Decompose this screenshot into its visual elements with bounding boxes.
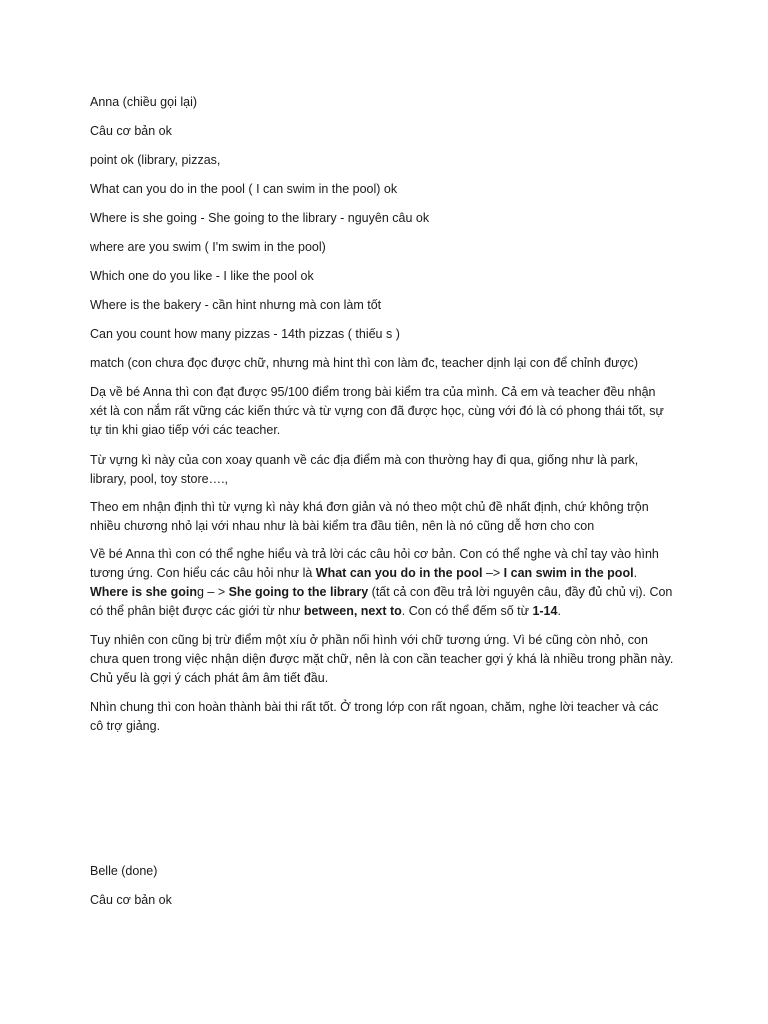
anna-line-count-question: Can you count how many pizzas - 14th pizzas ( thiếu s ) — [90, 327, 400, 341]
anna-line-which-question: Which one do you like - I like the pool ok — [90, 269, 314, 283]
listening-arrow: –> — [482, 566, 504, 580]
listening-text: Về bé Anna thì con có thể nghe hiểu và trả lời các câu hỏi cơ bản. Con có thể nghe và chỉ tay vào hình tương ứng. Con hiểu các câu hỏi như là — [90, 547, 659, 580]
listening-bold-prepositions: between, next to — [303, 604, 402, 618]
listening-arrow-2: g – > — [196, 585, 229, 599]
anna-line-swim-question: where are you swim ( I'm swim in the pool) — [90, 240, 326, 254]
listening-text: . — [557, 604, 561, 618]
listening-bold-question-2: Where is she goin — [90, 585, 197, 599]
belle-line-basic: Câu cơ bản ok — [90, 893, 172, 907]
listening-bold-answer-2: She going to the library — [228, 585, 369, 599]
listening-text: . — [633, 566, 638, 580]
paragraph-deduction: Tuy nhiên con cũng bị trừ điểm một xíu ở phần nối hình với chữ tương ứng. Vì bé cũng còn nhỏ, con chưa quen trong việc nhận diện được mặt chữ, nên là con cần teacher gợi ý khá là nhiều trong phần này. Chủ yếu là gợi ý cách phát âm âm tiết đầu. — [90, 633, 674, 685]
anna-line-going-question: Where is she going - She going to the library - nguyên câu ok — [90, 211, 430, 225]
belle-heading: Belle (done) — [90, 864, 158, 878]
paragraph-listening — [90, 545, 675, 621]
anna-line-point: point ok (library, pizzas, — [90, 153, 221, 167]
anna-line-basic: Câu cơ bản ok — [90, 124, 172, 138]
anna-line-pool-question: What can you do in the pool ( I can swim in the pool) ok — [90, 182, 398, 196]
paragraph-vocabulary: Từ vựng kì này của con xoay quanh về các địa điểm mà con thường hay đi qua, giống như là park, library, pool, toy store…., — [90, 453, 639, 486]
listening-text: (tất cả con đều trả lời nguyên câu, đầy đủ chủ vị). Con có thể phân biệt được các giới từ như — [90, 585, 673, 618]
listening-text: . Con có thể đếm số từ — [401, 604, 533, 618]
anna-heading: Anna (chiều gọi lại) — [90, 95, 198, 109]
anna-line-match: match (con chưa đọc được chữ, nhưng mà hint thì con làm đc, teacher dịnh lại con để chỉnh được) — [90, 356, 639, 370]
paragraph-opinion: Theo em nhận định thì từ vựng kì này khá đơn giản và nó theo một chủ đề nhất định, chứ không trộn nhiều chương nhỏ lại với nhau như là bài kiểm tra đầu tiên, nên là nó cũng dễ hơn cho con — [90, 500, 649, 533]
anna-line-bakery-question: Where is the bakery - cần hint nhưng mà con làm tốt — [90, 298, 382, 312]
paragraph-summary: Nhìn chung thì con hoàn thành bài thi rất tốt. Ở trong lớp con rất ngoan, chăm, nghe lời teacher và các cô trợ giảng. — [90, 700, 659, 733]
listening-bold-count-range: 1-14 — [532, 604, 558, 618]
listening-bold-question: What can you do in the pool — [315, 566, 483, 580]
paragraph-score: Dạ về bé Anna thì con đạt được 95/100 điểm trong bài kiểm tra của mình. Cả em và teacher đều nhận xét là con nắm rất vững các kiến thức và từ vựng con đã được học, cùng với đó là có phong thái tốt, sự tự tin khi giao tiếp với các teacher. — [90, 385, 664, 437]
listening-bold-answer: I can swim in the pool — [503, 566, 634, 580]
